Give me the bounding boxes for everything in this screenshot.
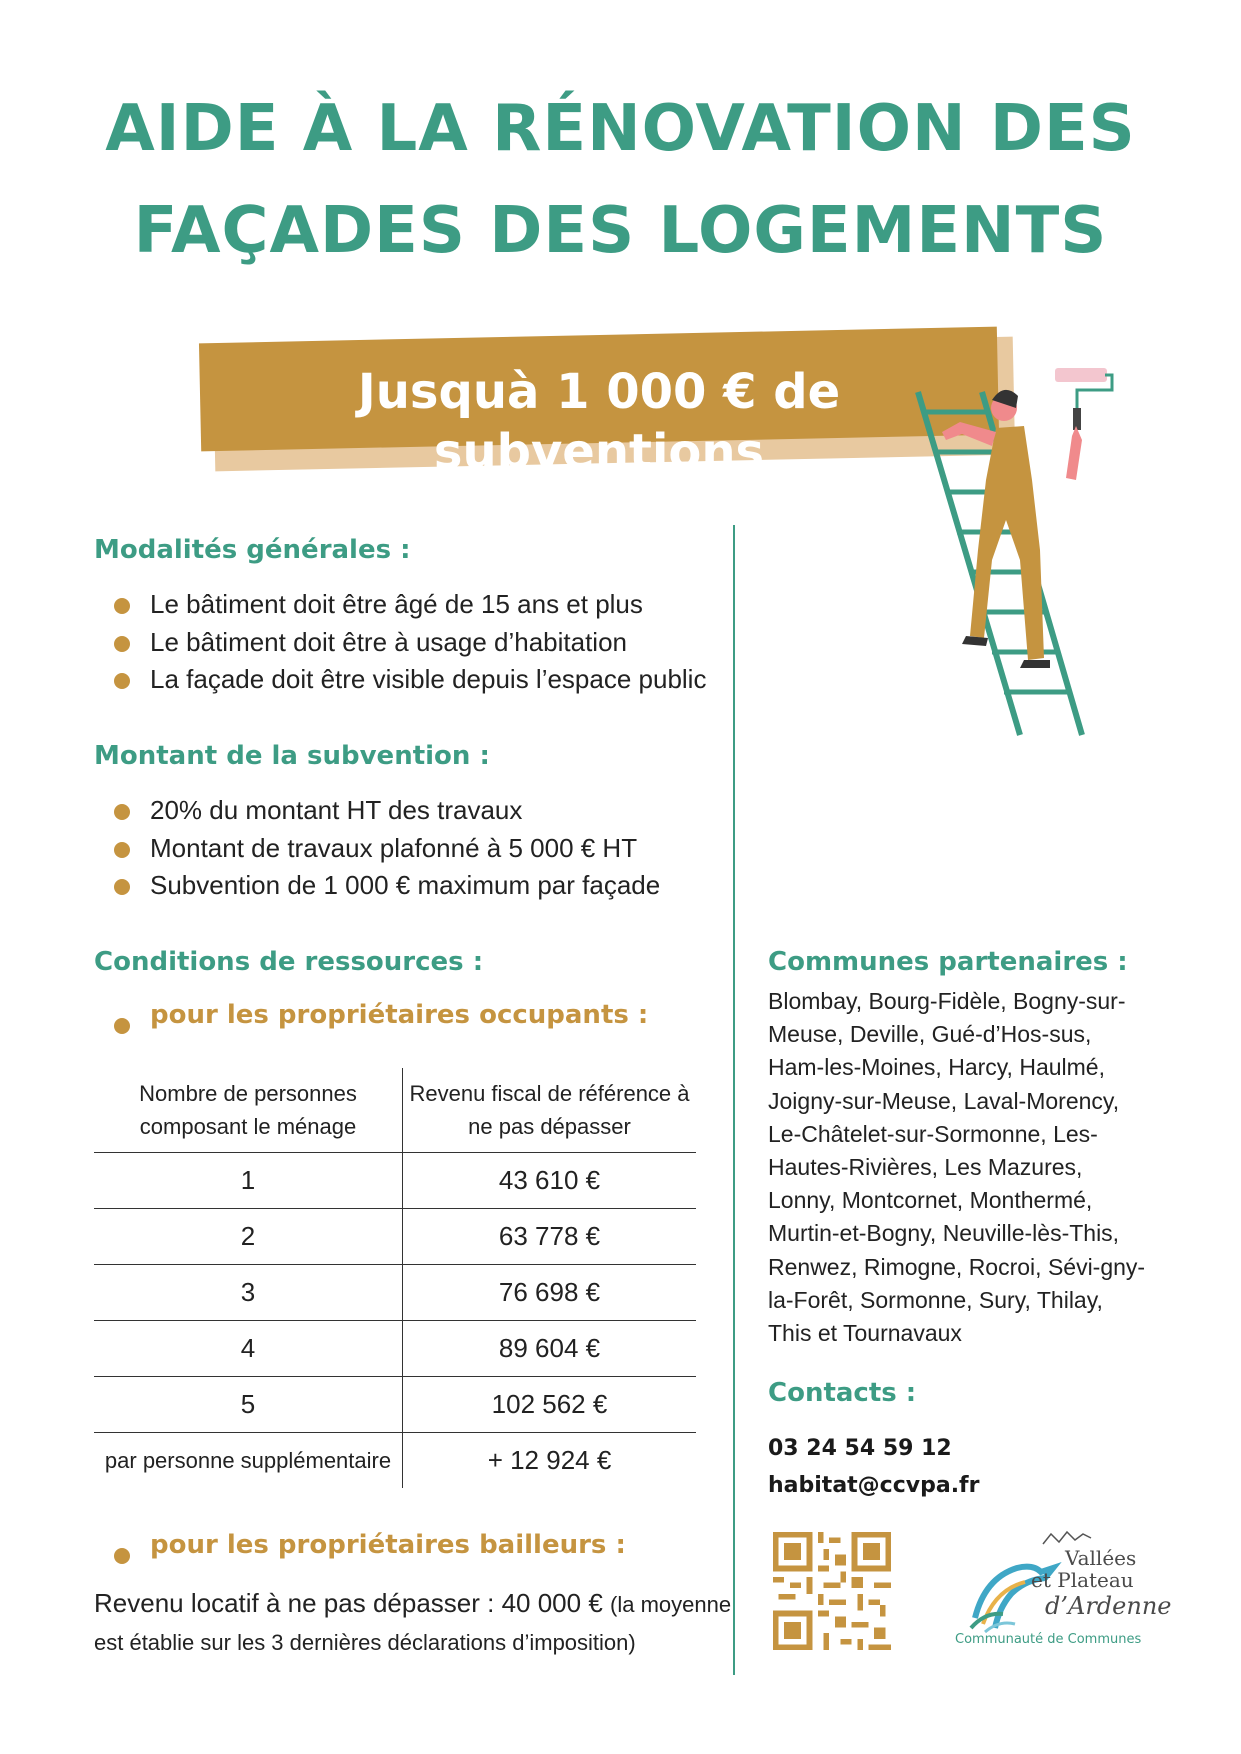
occupants-heading: pour les propriétaires occupants :: [150, 1000, 649, 1030]
modalites-list: [110, 586, 730, 699]
list-item: [110, 867, 730, 905]
bullet-dot-icon: [114, 636, 130, 652]
logo-subtitle: Communauté de Communes: [955, 1632, 1142, 1647]
contact-phone[interactable]: 03 24 54 59 12: [768, 1436, 952, 1461]
table-cell: 89 604 €: [403, 1321, 697, 1377]
table-cell: 4: [94, 1321, 403, 1377]
logo-line-2: et Plateau: [1031, 1568, 1134, 1592]
bullet-dot-icon: [114, 879, 130, 895]
table-cell: 102 562 €: [403, 1377, 697, 1433]
list-item-text: La façade doit être visible depuis l’espace public: [150, 664, 707, 694]
list-item: [110, 792, 730, 830]
ccvpa-logo: [955, 1528, 1172, 1652]
table-cell: 5: [94, 1377, 403, 1433]
table-row: [94, 1321, 696, 1377]
communes-list: Blombay, Bourg-Fidèle, Bogny-sur-Meuse, Deville, Gué-d’Hos-sus, Ham-les-Moines, Harcy, Haulmé, Joigny-sur-Meuse, Laval-Morency, Le-Châtelet-sur-Sormonne, Les-Hautes-Rivières, Les Mazures, Lonny, Montcornet, Monthermé, Murtin-et-Bogny, Neuville-lès-This, Renwez, Rimogne, Rocroi, Sévi-gny-la-Forêt, Sormonne, Sury, Thilay, This et Tournavaux: [768, 988, 1146, 1347]
table-row: [94, 1433, 696, 1489]
title-line-2: FAÇADES DES LOGEMENTS: [133, 194, 1108, 268]
table-header-household: Nombre de personnes composant le ménage: [94, 1068, 403, 1153]
logo-line-1: Vallées: [1065, 1546, 1137, 1570]
modalites-heading: Modalités générales :: [94, 535, 411, 565]
list-item: [110, 586, 730, 624]
bailleurs-income-limit: Revenu locatif à ne pas dépasser : 40 000 €: [94, 1588, 603, 1618]
income-table: [94, 1068, 696, 1488]
bullet-dot-icon: [114, 1018, 130, 1034]
table-header-income: Revenu fiscal de référence à ne pas dépasser: [403, 1068, 697, 1153]
communes-heading: Communes partenaires :: [768, 947, 1128, 977]
list-item-text: Le bâtiment doit être à usage d’habitation: [150, 626, 628, 657]
table-cell: 43 610 €: [403, 1153, 697, 1209]
table-cell: 2: [94, 1209, 403, 1265]
list-item-text: 20% du montant HT des travaux: [150, 795, 523, 825]
bullet-dot-icon: [114, 598, 130, 614]
bullet-dot-icon: [114, 842, 130, 858]
title-line-1: AIDE À LA RÉNOVATION DES: [105, 92, 1136, 166]
bailleurs-text: [94, 1585, 734, 1661]
conditions-heading: Conditions de ressources :: [94, 947, 484, 977]
table-cell: 63 778 €: [403, 1209, 697, 1265]
list-item: [110, 624, 730, 662]
list-item-text: Le bâtiment doit être âgé de 15 ans et plus: [150, 589, 643, 619]
list-item: [110, 661, 730, 699]
qr-code-icon[interactable]: [773, 1532, 891, 1650]
table-row: [94, 1377, 696, 1433]
logo-line-3: d’Ardenne: [1045, 1592, 1172, 1620]
bullet-dot-icon: [114, 804, 130, 820]
table-row: [94, 1153, 696, 1209]
page-title: [0, 78, 1241, 282]
list-item: [110, 830, 730, 868]
contacts-heading: Contacts :: [768, 1378, 917, 1408]
bullet-dot-icon: [114, 1548, 130, 1564]
contact-email[interactable]: habitat@ccvpa.fr: [768, 1473, 980, 1498]
table-cell: 76 698 €: [403, 1265, 697, 1321]
column-divider: [733, 525, 735, 1675]
bullet-dot-icon: [114, 673, 130, 689]
table-cell: 1: [94, 1153, 403, 1209]
table-row: [94, 1209, 696, 1265]
list-item-text: Subvention de 1 000 € maximum par façade: [150, 870, 661, 900]
table-cell: par personne supplémentaire: [94, 1433, 403, 1489]
bailleurs-heading: pour les propriétaires bailleurs :: [150, 1530, 626, 1560]
list-item-text: Montant de travaux plafonné à 5 000 € HT: [150, 832, 638, 863]
painter-on-ladder-illustration: [900, 360, 1130, 830]
banner-text: Jusquà 1 000 € de subventions: [357, 364, 841, 480]
bailleurs-note: (la moyenne est établie sur les 3 dernières déclarations d’imposition): [94, 1592, 732, 1655]
montant-heading: Montant de la subvention :: [94, 741, 490, 771]
table-cell: 3: [94, 1265, 403, 1321]
table-cell: + 12 924 €: [487, 1445, 612, 1475]
montant-list: [110, 792, 730, 905]
table-row: [94, 1265, 696, 1321]
